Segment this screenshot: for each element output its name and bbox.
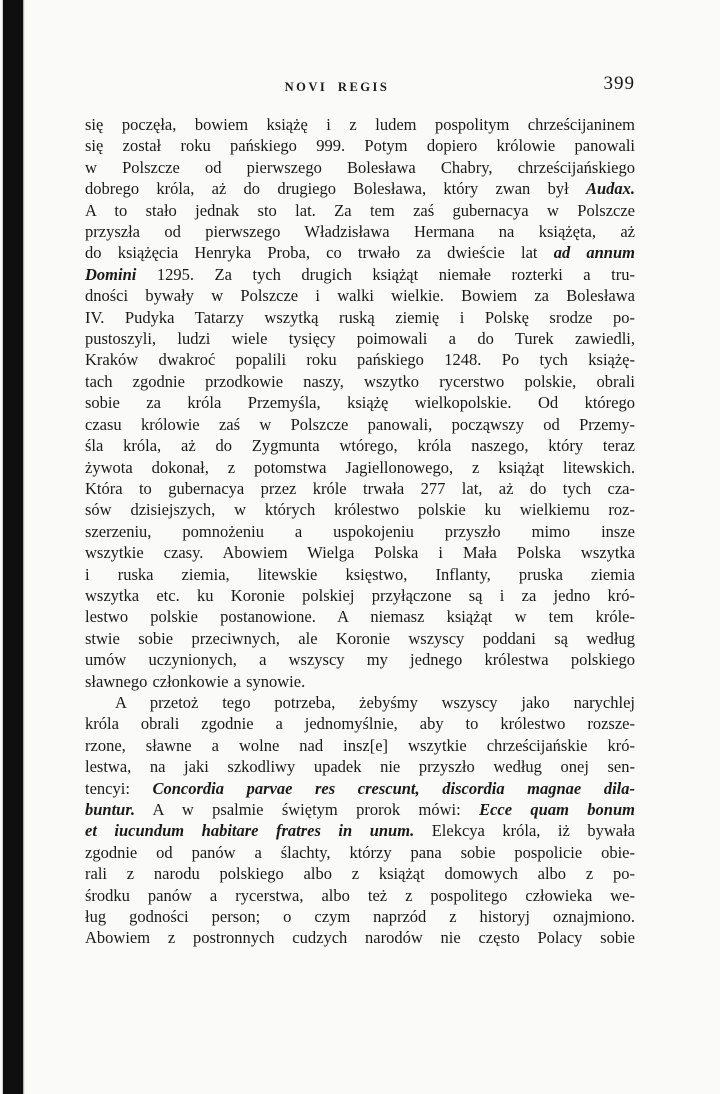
latin-phrase: buntur. — [85, 800, 135, 819]
body-text-run: zgodnie od panów a ślachty, którzy pana sobie pospolicie obie- — [85, 842, 635, 862]
text-line — [85, 906, 635, 927]
text-line — [85, 842, 635, 863]
text-line — [85, 114, 635, 135]
latin-phrase: et iucundum habitare fratres in unum. — [85, 821, 415, 841]
scan-edge-bar — [3, 0, 23, 1094]
text-line — [85, 264, 635, 285]
text-line — [85, 371, 635, 392]
body-text-run: A przetoż tego potrzeba, żebyśmy wszyscy jako narychlej — [115, 692, 635, 712]
text-line — [85, 307, 635, 328]
body-text-run: 1295. Za tych drugich książąt niemałe rozterki a tru- — [136, 264, 635, 284]
text-line — [85, 756, 635, 777]
page-header — [85, 73, 635, 98]
body-text-run: w Polszcze od pierwszego Bolesława Chabry, chrześcijańskiego — [85, 157, 635, 177]
body-text-run: środku panów a rycerstwa, albo też z pospolitego człowieka we- — [85, 885, 635, 905]
body-text-run: A w psalmie świętym prorok mówi: — [135, 800, 480, 819]
text-line — [85, 692, 635, 713]
body-text-run: A to stało jednak sto lat. Za tem zaś gubernacya w Polszcze — [85, 200, 635, 220]
body-text-run: lestwa, na jaki szkodliwy upadek nie przyszło według onej sen- — [85, 757, 635, 777]
body-text-run: tach zgodnie przodkowie naszy, wszytko rycerstwo polskie, obrali — [85, 371, 635, 391]
latin-phrase: Ecce quam bonum — [479, 800, 635, 819]
body-text-run: śla króla, aż do Zygmunta wtórego, króla naszego, który teraz — [85, 436, 635, 456]
text-line — [85, 735, 635, 756]
body-text-run: szerzeniu, pomnożeniu a uspokojeniu przyszło mimo insze — [85, 521, 635, 541]
body-text-run: się został roku pańskiego 999. Potym dopiero królowie panowali — [85, 136, 635, 156]
text-line — [85, 820, 635, 841]
body-text-run: sów dzisiejszych, w których królestwo polskie ku wielkiemu roz- — [85, 500, 635, 520]
body-text-run: stwie sobie przeciwnych, ale Koronie wszyscy poddani są według — [85, 628, 635, 648]
text-line — [85, 135, 635, 156]
body-text-run: czasu królowie zaś w Polszcze panowali, począwszy od Przemy- — [85, 414, 635, 434]
page-number: 399 — [603, 73, 635, 94]
text-line — [85, 628, 635, 649]
text-line — [85, 435, 635, 456]
body-text-run: dobrego króla, aż do drugiego Bolesława, który zwan był — [85, 179, 586, 199]
text-line — [85, 585, 635, 606]
text-line — [85, 478, 635, 499]
text-line — [85, 328, 635, 349]
body-text-run: Która to gubernacya przez króle trwała 277 lat, aż do tych cza- — [85, 478, 635, 498]
text-line — [85, 392, 635, 413]
body-text-run: sobie za króla Przemyśla, książę wielkopolskie. Od którego — [85, 393, 635, 413]
body-text-run: się poczęła, bowiem książę i z ludem pospolitym chrześcijaninem — [85, 115, 635, 134]
text-line — [85, 606, 635, 627]
text-line — [85, 863, 635, 884]
text-line — [85, 178, 635, 199]
body-text-run: Abowiem z postronnych cudzych narodów nie często Polacy sobie — [85, 928, 635, 948]
body-text-run: przyszła od pierwszego Władzisława Hermana na książęta, aż — [85, 222, 635, 242]
body-text-run: IV. Pudyka Tatarzy wszytką ruską ziemię i Polskę srodze po- — [85, 307, 635, 327]
body-text-run: wszytka etc. ku Koronie polskiej przyłączone są i za jedno kró- — [85, 585, 635, 605]
text-line — [85, 499, 635, 520]
text-line — [85, 285, 635, 306]
latin-phrase: ad annum — [553, 243, 635, 263]
body-text-run: lestwo polskie postanowione. A niemasz książąt w tem króle- — [85, 607, 635, 627]
text-line — [85, 778, 635, 799]
body-text-run: do książęcia Henryka Proba, co trwało za dwieście lat — [85, 243, 554, 263]
body-text-run: tencyi: — [85, 778, 153, 798]
body-text-run: sławnego członkowie a synowie. — [85, 671, 306, 691]
body-text-run: pustoszyli, ludzi wiele tysięcy poimowali a do Turek zawiedli, — [85, 329, 635, 349]
text-line — [85, 414, 635, 435]
text-line — [85, 221, 635, 242]
text-block — [85, 114, 635, 949]
latin-phrase: Audax. — [585, 179, 635, 199]
body-text-run: i ruska ziemia, litewskie księstwo, Inflanty, pruska ziemia — [85, 564, 635, 584]
text-line — [85, 349, 635, 370]
text-line — [85, 521, 635, 542]
text-line — [85, 564, 635, 585]
body-text-run: ług godności person; o czym naprzód z historyj oznajmiono. — [85, 907, 635, 927]
text-line — [85, 200, 635, 221]
body-text-run: Kraków dwakroć popalili roku pańskiego 1248. Po tych książę- — [85, 350, 635, 370]
text-line — [85, 542, 635, 563]
text-line — [85, 885, 635, 906]
text-line — [85, 457, 635, 478]
latin-phrase: Domini — [85, 264, 137, 284]
body-text-run: króla obrali zgodnie a jednomyślnie, aby to królestwo rozsze- — [85, 714, 635, 734]
latin-phrase: Concordia parvae res crescunt, discordia magnae dila- — [152, 778, 636, 798]
text-line — [85, 671, 635, 692]
text-line — [85, 157, 635, 178]
body-text-run: rali z narodu polskiego albo z książąt domowych albo z po- — [85, 864, 635, 884]
text-line — [85, 649, 635, 670]
running-title: NOVI REGIS — [284, 80, 390, 94]
body-text-run: umów uczynionych, a wszyscy my jednego królestwa polskiego — [85, 650, 635, 670]
text-line — [85, 927, 635, 948]
body-text-run: dności bywały w Polszcze i walki wielkie. Bowiem za Bolesława — [85, 286, 635, 306]
body-text-run: wszytkie czasy. Abowiem Wielga Polska i Mała Polska wszytka — [85, 543, 635, 563]
body-text-run: Elekcya króla, iż bywała — [414, 821, 635, 841]
text-line — [85, 799, 635, 820]
text-line — [85, 242, 635, 263]
text-line — [85, 713, 635, 734]
body-text-run: rzone, sławne a wolne nad insz[e] wszytkie chrześcijańskie kró- — [85, 735, 635, 755]
body-text-run: żywota dokonał, z potomstwa Jagiellonowego, z książąt litewskich. — [85, 457, 635, 477]
